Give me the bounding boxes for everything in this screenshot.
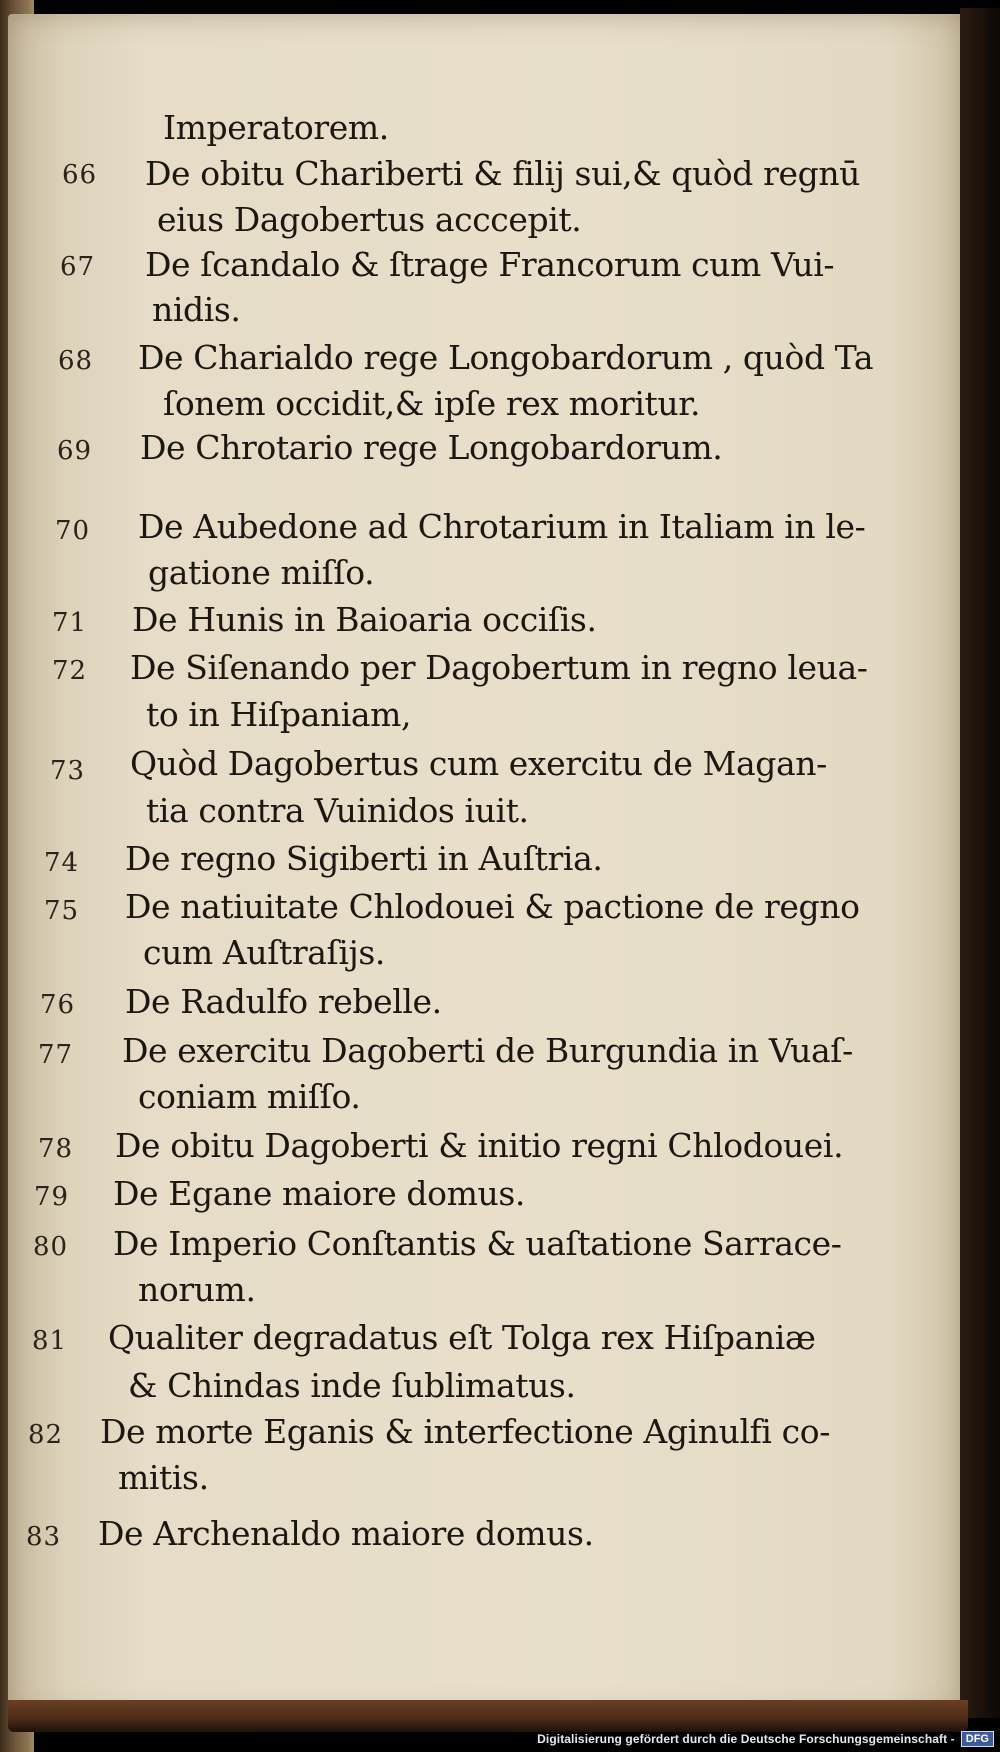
entry-text-line: Qualiter degradatus eſt Tolga rex Hiſpaniæ [108, 1318, 816, 1357]
entry-text-line: De Radulfo rebelle. [125, 982, 442, 1021]
entry-text-line: gatione miſſo. [148, 553, 375, 592]
entry-text-line: De regno Sigiberti in Auſtria. [125, 839, 603, 878]
entry-text-line: cum Auſtraſijs. [143, 933, 385, 972]
digitization-credit [537, 1728, 994, 1750]
entry-text-line: ſonem occidit,& ipſe rex moritur. [163, 384, 701, 423]
credit-text: Digitalisierung gefördert durch die Deutsche Forschungsgemeinschaft - [537, 1732, 955, 1746]
entry-text-line: norum. [138, 1270, 256, 1309]
entry-number: 66 [62, 160, 98, 190]
entry-text-line: mitis. [118, 1458, 209, 1497]
entry-number: 69 [57, 436, 93, 466]
entry-text-line: De obitu Dagoberti & initio regni Chlodouei. [115, 1126, 844, 1165]
entry-number: 79 [34, 1182, 70, 1212]
entry-number: 82 [28, 1420, 64, 1450]
entry-text-line: De natiuitate Chlodouei & pactione de regno [125, 887, 860, 926]
entry-text-line: De exercitu Dagoberti de Burgundia in Vuaſ- [122, 1031, 853, 1070]
entry-number: 68 [58, 346, 94, 376]
entry-number: 72 [52, 656, 88, 686]
entry-text-line: De ſcandalo & ſtrage Francorum cum Vui- [145, 245, 835, 284]
entry-text-line: De morte Eganis & interfectione Aginulfi co- [100, 1412, 830, 1451]
entry-text-line: De Archenaldo maiore domus. [98, 1514, 594, 1553]
entry-number: 74 [44, 848, 80, 878]
entry-number: 75 [44, 896, 80, 926]
entry-number: 67 [60, 252, 96, 282]
entry-text-line: nidis. [152, 290, 241, 329]
entry-text-line: De Charialdo rege Longobardorum , quòd Ta [138, 338, 874, 377]
entry-number: 70 [55, 516, 91, 546]
entry-text-line: tia contra Vuinidos iuit. [146, 791, 529, 830]
entry-number: 81 [32, 1326, 68, 1356]
entry-number: 78 [38, 1134, 74, 1164]
entry-text-line: coniam miſſo. [138, 1077, 361, 1116]
entry-number: 77 [38, 1040, 74, 1070]
entry-number: 83 [26, 1522, 62, 1552]
entry-text-line: to in Hiſpaniam, [146, 695, 412, 734]
dfg-logo: DFG [961, 1731, 994, 1747]
entry-text-line: & Chindas inde ſublimatus. [128, 1366, 576, 1405]
entry-number: 71 [52, 608, 88, 638]
entry-text-line: De obitu Chariberti & filij sui,& quòd regnū [145, 154, 861, 193]
entry-text-line: eius Dagobertus acccepit. [157, 200, 582, 239]
entry-number: 80 [33, 1232, 69, 1262]
entry-text-line: De Siſenando per Dagobertum in regno leua- [130, 648, 868, 687]
entry-text-line: Imperatorem. [163, 108, 389, 147]
entry-text-line: De Hunis in Baioaria occiſis. [132, 600, 597, 639]
entry-text-line: De Chrotario rege Longobardorum. [140, 428, 723, 467]
entry-text-line: De Aubedone ad Chrotarium in Italiam in le- [138, 507, 866, 546]
entry-number: 73 [50, 756, 86, 786]
entry-text-line: De Egane maiore domus. [113, 1174, 525, 1213]
entry-number: 76 [40, 990, 76, 1020]
entry-text-line: Quòd Dagobertus cum exercitu de Magan- [130, 744, 827, 783]
entry-text-line: De Imperio Conſtantis & uaſtatione Sarrace- [113, 1224, 842, 1263]
